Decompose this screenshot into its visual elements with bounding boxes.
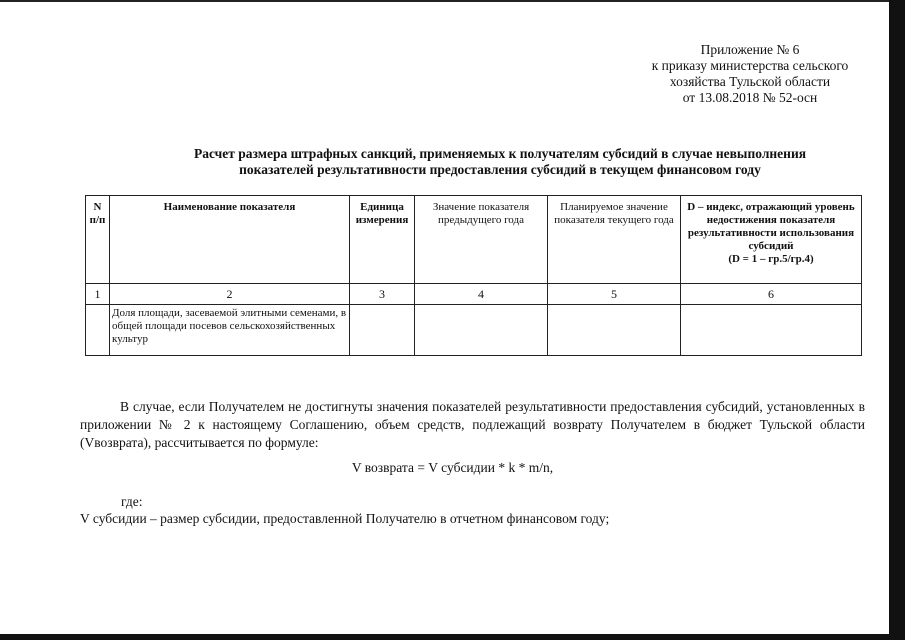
scan-edge-bottom — [0, 634, 905, 640]
column-number-6: 6 — [681, 284, 862, 305]
refund-formula: V возврата = V субсидии * k * m/n, — [351, 460, 554, 475]
column-number-5: 5 — [548, 284, 681, 305]
header-number — [86, 196, 110, 284]
appendix-line-1: Приложение № 6 — [700, 42, 800, 57]
appendix-line-4: от 13.08.2018 № 52-осн — [682, 90, 818, 105]
paragraph-refund-condition — [80, 398, 865, 452]
header-index — [681, 196, 862, 284]
paragraph-refund-text: В случае, если Получателем не достигнуты значения показателей результативности предоставления субсидий, установленных в приложении № 2 к настоящему Соглашению, объем средств, подлежащий возврату Получателем в бюджет Тульской области (Vвозврата), рассчитывается по формуле: — [80, 399, 865, 450]
column-number-4: 4 — [415, 284, 548, 305]
definition-v-subsidy: V субсидии – размер субсидии, предоставленной Получателю в отчетном финансовом году; — [80, 511, 610, 526]
cell-prev-value — [415, 305, 548, 356]
header-index-text: D – индекс, отражающий уровень недостижения показателя результативности использования субсидий — [687, 201, 855, 252]
table-column-numbers-row — [86, 284, 862, 305]
column-number-3: 3 — [350, 284, 415, 305]
cell-index — [681, 305, 862, 356]
column-number-1: 1 — [86, 284, 110, 305]
scan-edge-top — [0, 0, 905, 2]
title-line-2: показателей результативности предоставления субсидий в текущем финансовом году — [239, 162, 761, 177]
header-unit: Единица измерения — [350, 196, 415, 284]
appendix-line-3: хозяйства Тульской области — [669, 74, 831, 89]
table-row — [86, 305, 862, 356]
header-number-pp: п/п — [89, 214, 106, 226]
header-index-formula: (D = 1 – гр.5/гр.4) — [728, 253, 814, 265]
column-number-2: 2 — [110, 284, 350, 305]
appendix-header — [600, 42, 900, 106]
where-label: где: — [121, 494, 143, 509]
document-title — [150, 146, 850, 178]
cell-row-number — [86, 305, 110, 356]
header-prev-value: Значение показателя предыдущего года — [415, 196, 548, 284]
appendix-line-2: к приказу министерства сельского — [651, 58, 849, 73]
title-line-1: Расчет размера штрафных санкций, применяемых к получателям субсидий в случае невыполнения — [193, 146, 807, 161]
cell-unit — [350, 305, 415, 356]
cell-indicator-name: Доля площади, засеваемой элитными семенами, в общей площади посевов сельскохозяйственных культур — [110, 305, 350, 356]
cell-planned-value — [548, 305, 681, 356]
header-name: Наименование показателя — [110, 196, 350, 284]
sanctions-table — [85, 195, 862, 356]
header-number-n: N — [93, 201, 102, 213]
table-header-row — [86, 196, 862, 284]
header-planned-value: Планируемое значение показателя текущего года — [548, 196, 681, 284]
